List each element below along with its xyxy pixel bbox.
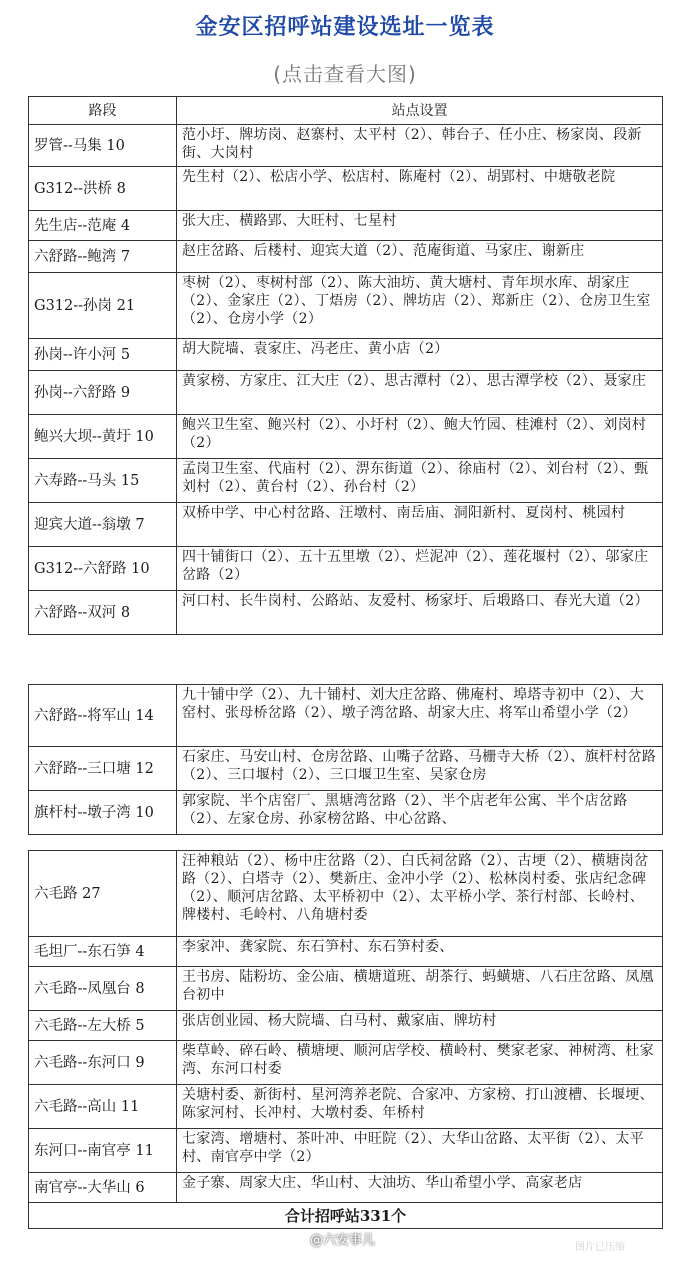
route-cell: 六舒路--将军山 14	[29, 685, 177, 747]
column-header-sites: 站点设置	[177, 97, 663, 125]
table-body-group-3	[29, 851, 663, 1203]
table-row	[29, 1011, 663, 1041]
route-cell: 六毛路--左大桥 5	[29, 1011, 177, 1041]
table-row	[29, 967, 663, 1011]
table-body-group-1	[29, 125, 663, 635]
table-row	[29, 1129, 663, 1173]
route-cell: 孙岗--六舒路 9	[29, 371, 177, 415]
route-cell: 孙岗--许小河 5	[29, 339, 177, 371]
corner-watermark: 图片已压缩	[575, 1242, 625, 1252]
route-cell: 六毛路 27	[29, 851, 177, 937]
table-body-group-2	[29, 685, 663, 835]
table-row	[29, 241, 663, 273]
sites-cell: 枣树（2）、枣树村部（2）、陈大油坊、黄大塘村、青年坝水库、胡家庄（2）、金家庄（2）、丁焐房（2）、牌坊店（2）、郑新庄（2）、仓房卫生室（2）、仓房小学（2）	[177, 273, 663, 339]
table-row	[29, 459, 663, 503]
total-count: 合计招呼站331个	[29, 1203, 663, 1229]
view-large-image-link[interactable]: (点击查看大图)	[273, 62, 417, 86]
sites-cell: 王书房、陆粉坊、金公庙、横塘道班、胡茶行、蚂蟥塘、八石庄岔路、凤凰台初中	[177, 967, 663, 1011]
route-table-part-2	[28, 684, 663, 835]
table-row	[29, 1041, 663, 1085]
route-cell: 迎宾大道--翁墩 7	[29, 503, 177, 547]
sites-cell: 范小圩、牌坊岗、赵寨村、太平村（2）、韩台子、任小庄、杨家岗、段新街、大岗村	[177, 125, 663, 167]
watermark-text: @六安事儿	[310, 1233, 376, 1248]
sites-cell: 鲍兴卫生室、鲍兴村（2）、小圩村（2）、鲍大竹园、桂滩村（2）、刘岗村（2）	[177, 415, 663, 459]
sites-cell: 金子寨、周家大庄、华山村、大油坊、华山希望小学、高家老店	[177, 1173, 663, 1203]
table-row	[29, 503, 663, 547]
route-cell: 六舒路--鲍湾 7	[29, 241, 177, 273]
table-row	[29, 937, 663, 967]
sites-cell: 李家冲、龚家院、东石笋村、东石笋村委、	[177, 937, 663, 967]
route-cell: 毛坦厂--东石笋 4	[29, 937, 177, 967]
table-row	[29, 125, 663, 167]
sites-cell: 胡大院墙、袁家庄、冯老庄、黄小店（2）	[177, 339, 663, 371]
column-header-route: 路段	[29, 97, 177, 125]
sites-cell: 赵庄岔路、后楼村、迎宾大道（2）、范庵街道、马家庄、谢新庄	[177, 241, 663, 273]
sites-cell: 七家湾、增塘村、茶叶冲、中旺院（2）、大华山岔路、太平街（2）、太平村、南官亭中学（2）	[177, 1129, 663, 1173]
route-cell: G312--孙岗 21	[29, 273, 177, 339]
table-row	[29, 415, 663, 459]
table-row	[29, 791, 663, 835]
sites-cell: 九十铺中学（2）、九十铺村、刘大庄岔路、佛庵村、埠塔寺初中（2）、大窑村、张母桥岔路（2）、墩子湾岔路、胡家大庄、将军山希望小学（2）	[177, 685, 663, 747]
table-row	[29, 1085, 663, 1129]
route-cell: 先生店--范庵 4	[29, 211, 177, 241]
sites-cell: 石家庄、马安山村、仓房岔路、山嘴子岔路、马栅寺大桥（2）、旗杆村岔路（2）、三口堰村（2）、三口堰卫生室、吴家仓房	[177, 747, 663, 791]
table-row	[29, 851, 663, 937]
sites-cell: 柴草岭、碎石岭、横塘埂、顺河店学校、横岭村、樊家老家、神树湾、杜家湾、东河口村委	[177, 1041, 663, 1085]
table-row	[29, 747, 663, 791]
sites-cell: 张店创业园、杨大院墙、白马村、戴家庙、牌坊村	[177, 1011, 663, 1041]
sites-cell: 张大庄、横路郢、大旺村、七星村	[177, 211, 663, 241]
sites-cell: 郭家院、半个店窑厂、黑塘湾岔路（2）、半个店老年公寓、半个店岔路（2）、左家仓房、孙家榜岔路、中心岔路、	[177, 791, 663, 835]
route-table-part-3	[28, 850, 663, 1229]
table-row	[29, 1173, 663, 1203]
sites-cell: 汪神粮站（2）、杨中庄岔路（2）、白氏祠岔路（2）、古埂（2）、横塘岗岔路（2）、白塔寺（2）、樊新庄、金冲小学（2）、松林岗村委、张店纪念碑（2）、顺河店岔路、太平桥初中（2）、太平桥小学、茶行村部、长岭村、牌楼村、毛岭村、八角塘村委	[177, 851, 663, 937]
table-row	[29, 547, 663, 591]
table-row	[29, 685, 663, 747]
route-cell: G312--六舒路 10	[29, 547, 177, 591]
route-cell: G312--洪桥 8	[29, 167, 177, 211]
table-row	[29, 591, 663, 635]
route-cell: 六毛路--凤凰台 8	[29, 967, 177, 1011]
route-cell: 鲍兴大坝--黄圩 10	[29, 415, 177, 459]
weibo-watermark	[290, 1229, 420, 1249]
sites-cell: 孟岗卫生室、代庙村（2）、淠东街道（2）、徐庙村（2）、刘台村（2）、甄刘村（2）、黄台村（2）、孙台村（2）	[177, 459, 663, 503]
route-cell: 六舒路--双河 8	[29, 591, 177, 635]
route-table-part-1	[28, 96, 663, 635]
weibo-icon	[290, 1234, 308, 1248]
sites-cell: 河口村、长牛岗村、公路站、友爱村、杨家圩、后塅路口、春光大道（2）	[177, 591, 663, 635]
route-cell: 六寿路--马头 15	[29, 459, 177, 503]
page-title: 金安区招呼站建设选址一览表	[195, 15, 495, 40]
sites-cell: 黄家榜、方家庄、江大庄（2）、思古潭村（2）、思古潭学校（2）、聂家庄	[177, 371, 663, 415]
sites-cell: 四十铺街口（2）、五十五里墩（2）、烂泥冲（2）、莲花堰村（2）、邬家庄岔路（2）	[177, 547, 663, 591]
table-row	[29, 339, 663, 371]
route-cell: 六舒路--三口塘 12	[29, 747, 177, 791]
sites-cell: 双桥中学、中心村岔路、汪墩村、南岳庙、洞阳新村、夏岗村、桃园村	[177, 503, 663, 547]
table-row	[29, 273, 663, 339]
route-cell: 东河口--南官亭 11	[29, 1129, 177, 1173]
sites-cell: 先生村（2）、松店小学、松店村、陈庵村（2）、胡郢村、中塘敬老院	[177, 167, 663, 211]
route-cell: 六毛路--东河口 9	[29, 1041, 177, 1085]
table-row	[29, 167, 663, 211]
sites-cell: 关塘村委、新街村、星河湾养老院、合家冲、方家榜、打山渡槽、长堰埂、陈家河村、长冲村、大墩村委、年桥村	[177, 1085, 663, 1129]
route-cell: 南官亭--大华山 6	[29, 1173, 177, 1203]
table-row	[29, 371, 663, 415]
route-cell: 旗杆村--墩子湾 10	[29, 791, 177, 835]
table-row	[29, 211, 663, 241]
route-cell: 罗管--马集 10	[29, 125, 177, 167]
route-cell: 六毛路--高山 11	[29, 1085, 177, 1129]
